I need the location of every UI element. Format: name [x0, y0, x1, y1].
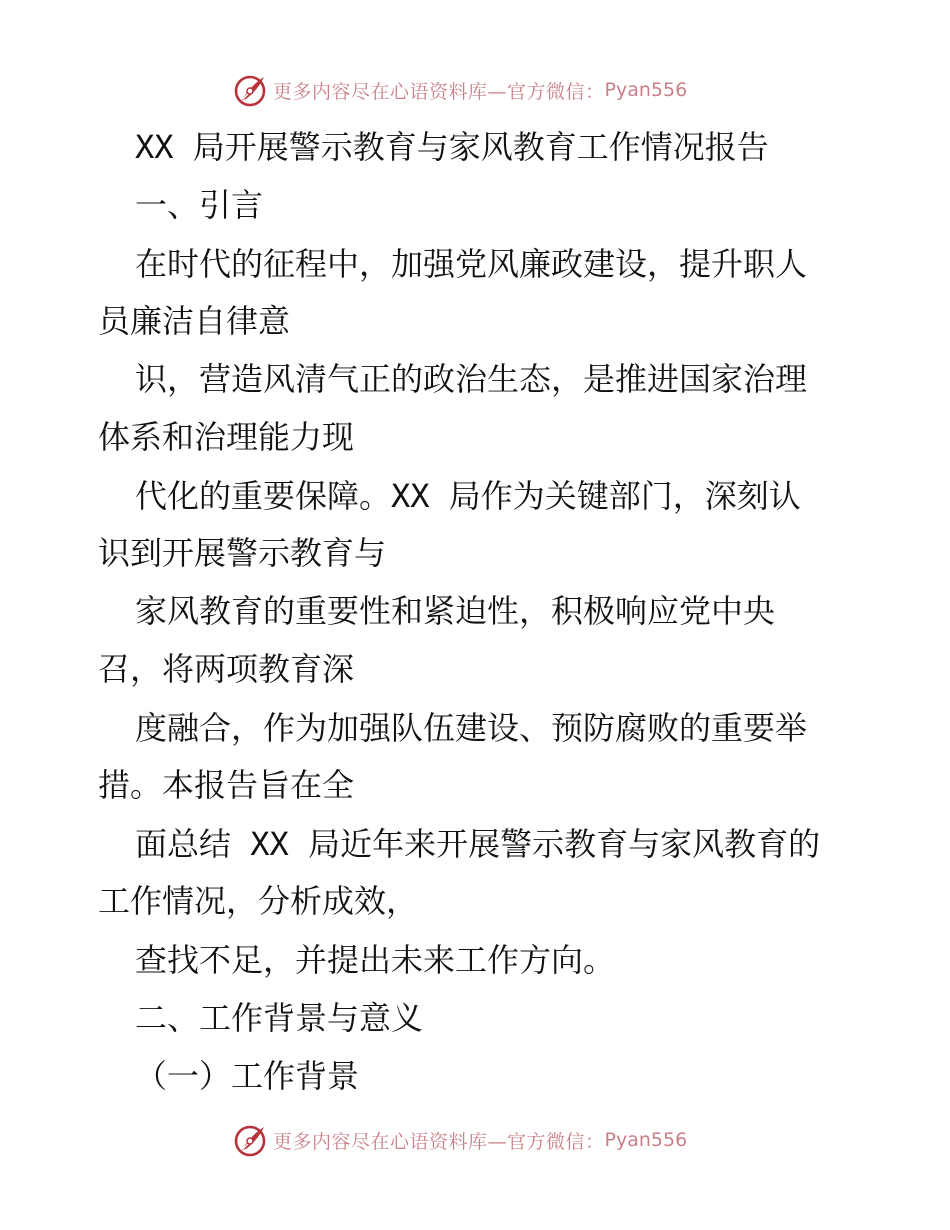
header-banner	[233, 70, 753, 110]
paragraph-line: 面总结 XX 局近年来开展警示教育与家风教育的	[135, 825, 821, 863]
paragraph-line: 识，营造风清气正的政治生态，是推进国家治理	[135, 360, 808, 398]
banner-wechat-id: Pyan556	[604, 1129, 688, 1151]
paragraph-line: 代化的重要保障。XX 局作为关键部门，深刻认	[135, 477, 801, 515]
banner-text: 更多内容尽在心语资料库—官方微信：	[273, 80, 605, 103]
document-title: XX 局开展警示教育与家风教育工作情况报告	[135, 128, 769, 166]
subsection-heading: （一）工作背景	[135, 1057, 360, 1095]
section-heading: 二、工作背景与意义	[135, 999, 424, 1037]
footer-banner	[233, 1120, 753, 1160]
paragraph-line: 家风教育的重要性和紧迫性，积极响应党中央	[135, 592, 776, 630]
banner-wechat-id: Pyan556	[604, 79, 688, 101]
quill-pen-logo-icon	[233, 1122, 269, 1158]
paragraph-line: 措。本报告旨在全	[98, 766, 355, 804]
paragraph-line: 召，将两项教育深	[98, 650, 355, 688]
paragraph-line: 查找不足，并提出未来工作方向。	[135, 941, 616, 979]
section-heading: 一、引言	[135, 186, 264, 224]
paragraph-line: 识到开展警示教育与	[98, 534, 387, 572]
paragraph-line: 工作情况，分析成效，	[98, 882, 419, 920]
paragraph-line: 度融合，作为加强队伍建设、预防腐败的重要举	[135, 709, 808, 747]
banner-text: 更多内容尽在心语资料库—官方微信：	[273, 1130, 605, 1153]
quill-pen-logo-icon	[233, 72, 269, 108]
paragraph-line: 在时代的征程中，加强党风廉政建设，提升职人	[135, 245, 808, 283]
paragraph-line: 体系和治理能力现	[98, 418, 355, 456]
paragraph-line: 员廉洁自律意	[98, 302, 291, 340]
